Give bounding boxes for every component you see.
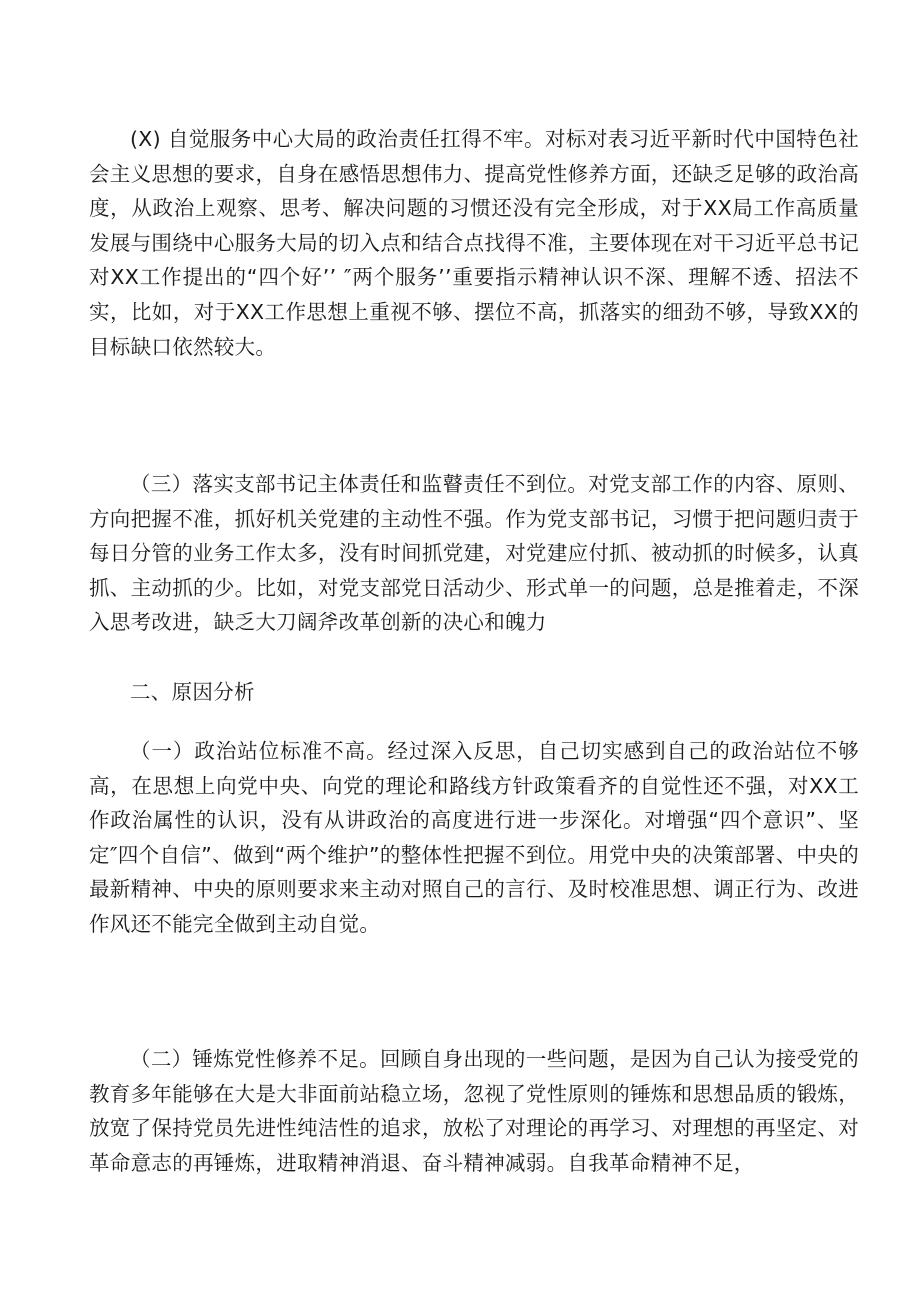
paragraph-political-responsibility: (X) 自觉服务中心大局的政治责任扛得不牢。对标对表习近平新时代中国特色社会主义思想的要求，自身在感悟思想伟力、提高党性修养方面，还缺乏足够的政治高度，从政治上观察、思考、解决问题的习惯还没有完全形成，对于XX局工作高质量发展与围绕中心服务大局的切入点和结合点找得不准，主要体现在对干习近平总书记对XX工作提出的“四个好’’ ″两个服务’’重要指示精神认识不深、理解不透、招法不实，比如，对于XX工作思想上重视不够、摆位不高，抓落实的细劲不够，导致XX的目标缺口依然较大。 [89,127,859,359]
section-heading-cause-analysis: 二、原因分析 [130,680,255,704]
paragraph-branch-secretary-responsibility: （三）落实支部书记主体责任和监瞽责任不到位。对党支部工作的内容、原则、方向把握不准，抓好机关党建的主动性不强。作为党支部书记，习惯于把问题归责于每日分管的业务工作太多，没有时间抓党建，对党建应付抓、被动抓的时候多，认真抓、主动抓的少。比如，对党支部党日活动少、形式单一的问题，总是推着走，不深入思考改进，缺乏大刀阔斧改革创新的决心和魄力 [89,472,859,635]
paragraph-political-stance: （一）政治站位标准不高。经过深入反思，自己切实感到自己的政治站位不够高，在思想上向党中央、向党的理论和路线方针政策看齐的自觉性还不强，对XX工作政治属性的认识，没有从讲政治的高度进行进一步深化。对增强“四个意识”、坚定″四个自信”、做到“两个维护”的整体性把握不到位。用党中央的决策部署、中央的最新精神、中央的原则要求来主动对照自己的言行、及时校准思想、调正行为、改进作风还不能完全做到主动自觉。 [89,739,859,936]
paragraph-party-spirit-cultivation: （二）锤炼党性修养不足。回顾自身出现的一些问题，是因为自己认为接受党的教育多年能够在大是大非面前站稳立场，忽视了党性原则的锤炼和思想品质的锻炼，放宽了保持党员先进性纯洁性的追求，放松了对理论的再学习、对理想的再坚定、对革命意志的再锤炼，进取精神消退、奋斗精神减弱。自我革命精神不足， [89,1047,859,1175]
